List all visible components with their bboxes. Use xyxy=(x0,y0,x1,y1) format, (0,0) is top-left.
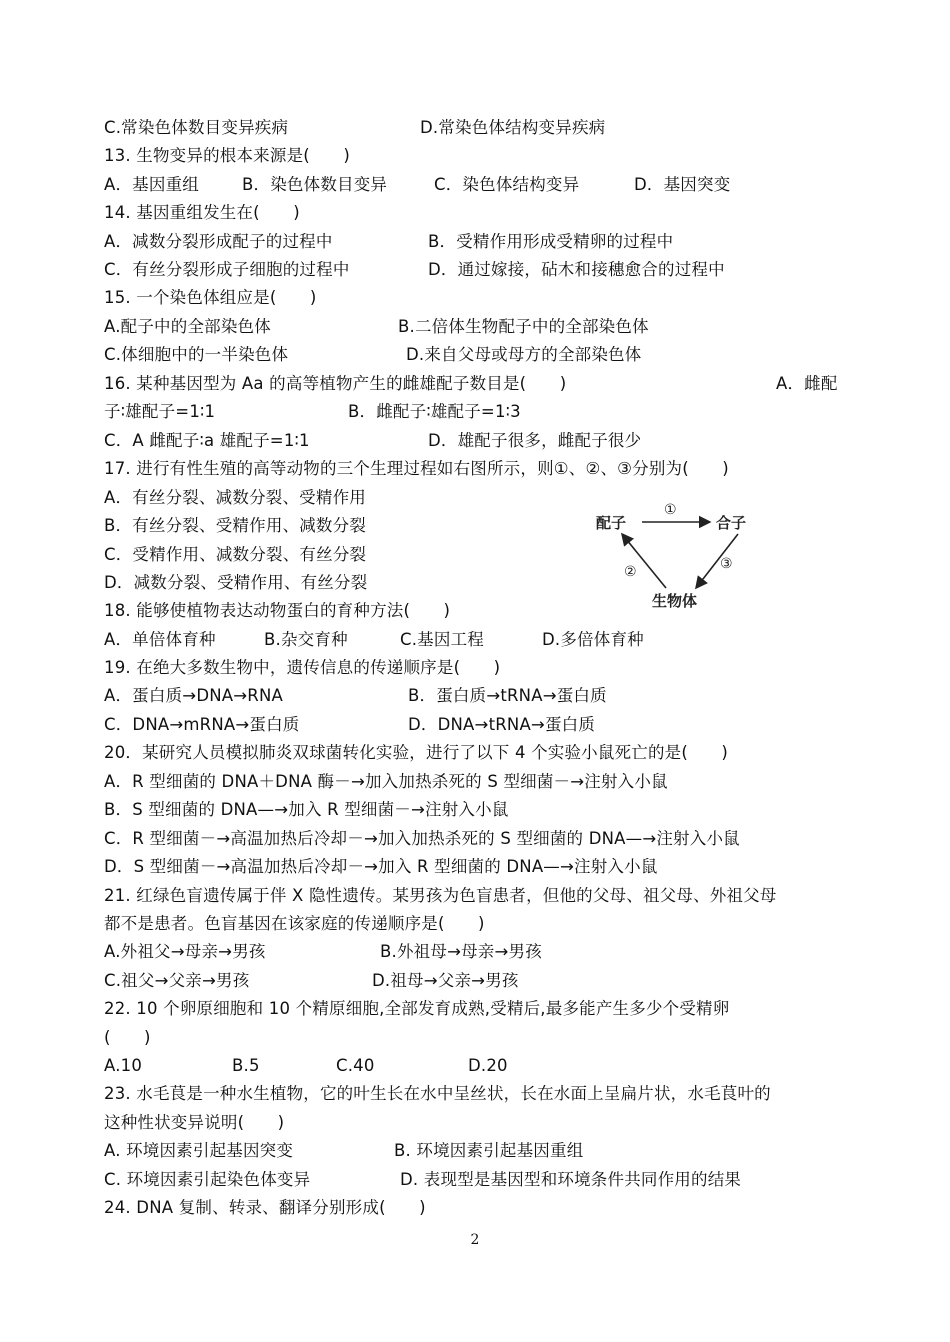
text-segment: 18. 能够使植物表达动物蛋白的育种方法( ) xyxy=(104,601,451,620)
text-segment: 15. 一个染色体组应是( ) xyxy=(104,288,317,307)
text-segment: D.来自父母或母方的全部染色体 xyxy=(406,345,642,364)
text-segment: A．R 型细菌的 DNA＋DNA 酶－→加入加热杀死的 S 型细菌－→注射入小鼠 xyxy=(104,772,668,791)
diagram-step-2: ② xyxy=(624,564,637,580)
text-segment: ( ) xyxy=(104,1028,151,1047)
text-segment: A．有丝分裂、减数分裂、受精作用 xyxy=(104,488,366,507)
text-segment: D．S 型细菌－→高温加热后冷却－→加入 R 型细菌的 DNA—→注射入小鼠 xyxy=(104,857,658,876)
text-segment: B.杂交育种 xyxy=(264,630,348,649)
text-segment: B.二倍体生物配子中的全部染色体 xyxy=(398,317,649,336)
text-segment: D.多倍体育种 xyxy=(542,630,644,649)
text-segment: A．蛋白质→DNA→RNA xyxy=(104,686,283,705)
diagram-zygote-label: 合子 xyxy=(716,514,747,532)
text-segment: C.体细胞中的一半染色体 xyxy=(104,345,289,364)
text-segment: C.基因工程 xyxy=(400,630,484,649)
diagram-step-1: ① xyxy=(664,502,677,518)
text-segment: 子∶雄配子=1∶1 xyxy=(104,402,216,421)
text-segment: C．染色体结构变异 xyxy=(434,175,580,194)
diagram-step-3: ③ xyxy=(720,556,733,572)
text-segment: 都不是患者。色盲基因在该家庭的传递顺序是( ) xyxy=(104,914,485,933)
text-segment: C．A 雌配子∶a 雄配子=1∶1 xyxy=(104,431,310,450)
text-segment: A.配子中的全部染色体 xyxy=(104,317,271,336)
page-number: 2 xyxy=(470,1232,480,1248)
text-segment: D.祖母→父亲→男孩 xyxy=(372,971,519,990)
text-segment: 17. 进行有性生殖的高等动物的三个生理过程如右图所示，则①、②、③分别为( ) xyxy=(104,459,729,478)
text-segment: A. 环境因素引起基因突变 xyxy=(104,1141,294,1160)
text-segment: C．受精作用、减数分裂、有丝分裂 xyxy=(104,545,367,564)
text-segment: A．基因重组 xyxy=(104,175,199,194)
text-segment: C.祖父→父亲→男孩 xyxy=(104,971,250,990)
text-segment: C. 环境因素引起染色体变异 xyxy=(104,1170,311,1189)
text-segment: D．基因突变 xyxy=(634,175,731,194)
text-segment: B. 环境因素引起基因重组 xyxy=(394,1141,584,1160)
text-segment: B．染色体数目变异 xyxy=(242,175,388,194)
text-segment: A．单倍体育种 xyxy=(104,630,216,649)
text-segment: 21. 红绿色盲遗传属于伴 X 隐性遗传。某男孩为色盲患者，但他的父母、祖父母、外祖父母 xyxy=(104,886,777,905)
text-segment: 22. 10 个卵原细胞和 10 个精原细胞,全部发育成熟,受精后,最多能产生多少个受精卵 xyxy=(104,999,730,1018)
text-segment: B．雌配子∶雄配子=1∶3 xyxy=(348,402,521,421)
text-segment: 16. 某种基因型为 Aa 的高等植物产生的雌雄配子数目是( ) xyxy=(104,374,567,393)
text-segment: 24. DNA 复制、转录、翻译分别形成( ) xyxy=(104,1198,426,1217)
text-segment: B.5 xyxy=(232,1056,260,1075)
text-segment: D.常染色体结构变异疾病 xyxy=(420,118,606,137)
reproduction-cycle-diagram xyxy=(592,496,762,614)
diagram-organism-label: 生物体 xyxy=(652,592,698,610)
text-segment: D. 表现型是基因型和环境条件共同作用的结果 xyxy=(400,1170,742,1189)
text-segment: C.40 xyxy=(336,1056,375,1075)
text-segment: B.外祖母→母亲→男孩 xyxy=(380,942,542,961)
text-segment: 19. 在绝大多数生物中，遗传信息的传递顺序是( ) xyxy=(104,658,501,677)
text-segment: D．减数分裂、受精作用、有丝分裂 xyxy=(104,573,368,592)
text-segment: 20．某研究人员模拟肺炎双球菌转化实验，进行了以下 4 个实验小鼠死亡的是( ) xyxy=(104,743,729,762)
text-segment: D.20 xyxy=(468,1056,508,1075)
text-segment: D．DNA→tRNA→蛋白质 xyxy=(408,715,596,734)
text-segment: B．蛋白质→tRNA→蛋白质 xyxy=(408,686,607,705)
text-segment: D．雄配子很多，雌配子很少 xyxy=(428,431,642,450)
text-segment: D．通过嫁接，砧木和接穗愈合的过程中 xyxy=(428,260,725,279)
text-segment: B．有丝分裂、受精作用、减数分裂 xyxy=(104,516,367,535)
text-segment: 23. 水毛茛是一种水生植物，它的叶生长在水中呈丝状，长在水面上呈扁片状，水毛茛叶的 xyxy=(104,1084,771,1103)
text-segment: B．受精作用形成受精卵的过程中 xyxy=(428,232,674,251)
text-segment: C．R 型细菌－→高温加热后冷却－→加入加热杀死的 S 型细菌的 DNA—→注射入小鼠 xyxy=(104,829,740,848)
text-segment: B．S 型细菌的 DNA—→加入 R 型细菌－→注射入小鼠 xyxy=(104,800,509,819)
diagram-gamete-label: 配子 xyxy=(596,514,627,532)
text-segment: A．减数分裂形成配子的过程中 xyxy=(104,232,333,251)
text-segment: A.外祖父→母亲→男孩 xyxy=(104,942,266,961)
text-segment: C.常染色体数目变异疾病 xyxy=(104,118,289,137)
text-segment: C．DNA→mRNA→蛋白质 xyxy=(104,715,300,734)
text-segment: 14. 基因重组发生在( ) xyxy=(104,203,300,222)
text-segment: C．有丝分裂形成子细胞的过程中 xyxy=(104,260,350,279)
text-segment: A.10 xyxy=(104,1056,143,1075)
text-segment: 13. 生物变异的根本来源是( ) xyxy=(104,146,350,165)
text-segment: 这种性状变异说明( ) xyxy=(104,1113,285,1132)
text-segment: A．雌配 xyxy=(776,374,838,393)
